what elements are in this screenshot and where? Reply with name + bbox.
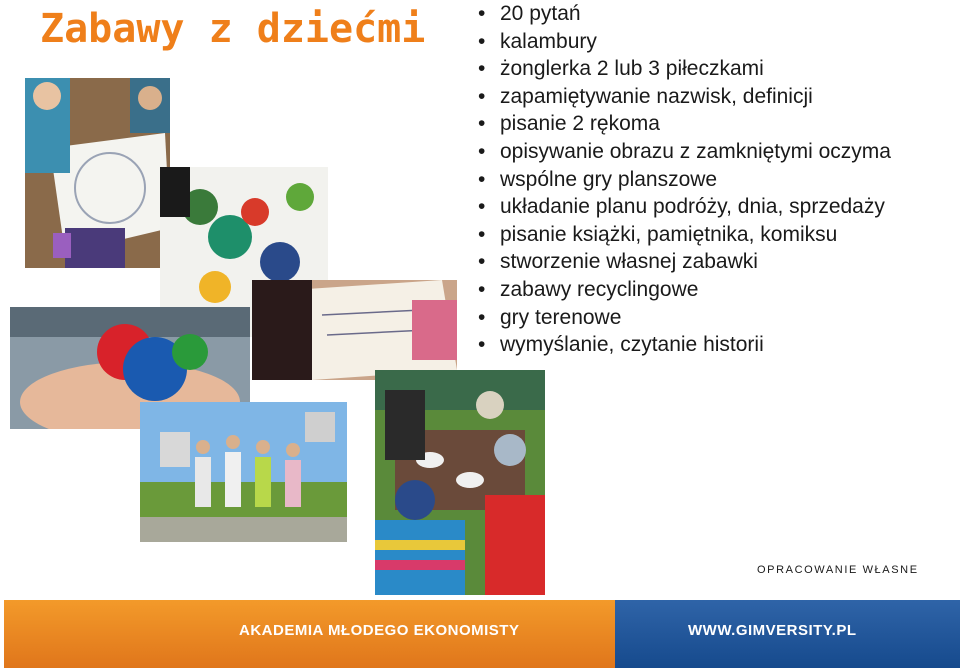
list-item: • kalambury xyxy=(476,28,891,56)
list-item: • gry terenowe xyxy=(476,304,891,332)
photo-writing xyxy=(252,280,457,380)
slide-title: Zabawy z dziećmi xyxy=(40,6,426,52)
footer-orange-panel xyxy=(4,600,615,668)
footer-blue-panel xyxy=(615,600,960,668)
list-item: • opisywanie obrazu z zamkniętymi oczyma xyxy=(476,138,891,166)
list-item: • wymyślanie, czytanie historii xyxy=(476,331,891,359)
photo-kids-drawing xyxy=(25,78,170,268)
source-credit: OPRACOWANIE WŁASNE xyxy=(757,564,919,576)
list-item: • pisanie 2 rękoma xyxy=(476,110,891,138)
list-item: • układanie planu podróży, dnia, sprzedaży xyxy=(476,193,891,221)
list-item: • zabawy recyclingowe xyxy=(476,276,891,304)
list-item: • żonglerka 2 lub 3 piłeczkami xyxy=(476,55,891,83)
footer-bar xyxy=(0,600,960,668)
list-item: • zapamiętywanie nazwisk, definicji xyxy=(476,83,891,111)
list-item: • pisanie książki, pamiętnika, komiksu xyxy=(476,221,891,249)
list-item: • stworzenie własnej zabawki xyxy=(476,248,891,276)
photo-recycling-workshop xyxy=(375,370,545,595)
photo-kids-outdoors xyxy=(140,402,347,542)
footer-website-link[interactable]: WWW.GIMVERSITY.PL xyxy=(688,622,857,639)
activity-list xyxy=(476,0,891,359)
list-item: • wspólne gry planszowe xyxy=(476,166,891,194)
footer-academy-label: AKADEMIA MŁODEGO EKONOMISTY xyxy=(239,622,520,639)
list-item: • 20 pytań xyxy=(476,0,891,28)
